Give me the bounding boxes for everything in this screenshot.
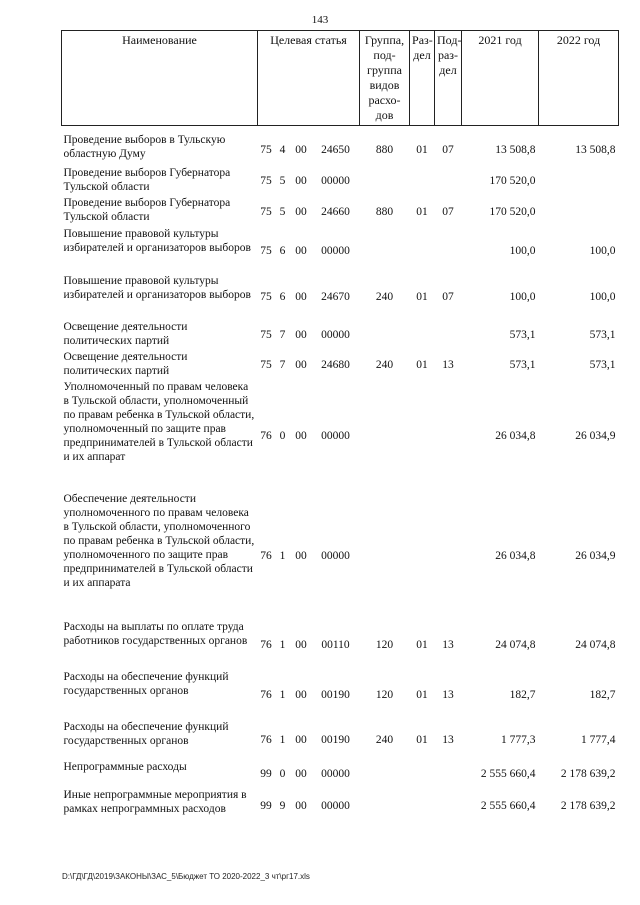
section-code: 01	[416, 205, 428, 218]
section-code: 01	[416, 359, 428, 371]
target-code-group: 00	[295, 205, 307, 218]
target-code-subprogram: 1	[279, 550, 286, 562]
header-subsection: Под- раз- дел	[435, 31, 462, 126]
subsection-code	[435, 380, 462, 492]
expense-group	[360, 760, 410, 788]
section-code: 01	[416, 689, 428, 701]
table-row	[62, 720, 619, 760]
table-row	[62, 196, 619, 227]
row-name: Проведение выборов Губернатора Тульской области	[63, 197, 231, 223]
target-code-group: 00	[295, 175, 307, 187]
target-code-direction: 00000	[321, 244, 350, 257]
subsection-code: 07	[442, 143, 454, 156]
header-year-2021: 2021 год	[462, 31, 539, 126]
amount-2022: 573,1	[589, 329, 616, 341]
expense-group	[360, 166, 410, 196]
subsection-code: 13	[442, 639, 454, 651]
amount-2021: 2 555 660,4	[480, 768, 536, 780]
target-code-group: 00	[295, 768, 307, 780]
target-code-subprogram: 1	[279, 689, 286, 701]
expense-group: 240	[375, 359, 394, 371]
target-code-direction: 00000	[321, 175, 350, 187]
target-code-program: 76	[260, 550, 272, 562]
amount-2021: 182,7	[509, 689, 536, 701]
table-row	[62, 320, 619, 350]
expense-group: 880	[375, 143, 394, 156]
target-code-program: 75	[260, 143, 272, 156]
target-code-program: 75	[260, 329, 272, 341]
section-code	[410, 492, 435, 620]
table-row	[62, 620, 619, 670]
section-code	[410, 380, 435, 492]
amount-2022	[539, 196, 619, 227]
target-code-program: 76	[260, 639, 272, 651]
target-code-program: 99	[260, 768, 272, 780]
section-code	[410, 788, 435, 824]
header-section: Раз- дел	[410, 31, 435, 126]
target-code-subprogram: 5	[279, 205, 286, 218]
amount-2021: 24 074,8	[495, 639, 536, 651]
target-code-group: 00	[295, 639, 307, 651]
file-path-footer: D:\ГД\ГД\2019\ЗАКОНЫ\ЗАС_5\Бюджет ТО 2020-2022_3 чт\рг17.xls	[62, 872, 310, 881]
target-code-subprogram: 7	[279, 359, 286, 371]
expense-group	[360, 320, 410, 350]
section-code	[410, 760, 435, 788]
expense-group: 880	[375, 205, 394, 218]
target-code-program: 75	[260, 205, 272, 218]
target-code-group: 00	[295, 550, 307, 562]
row-name: Освещение деятельности политических партий	[63, 351, 188, 377]
header-name: Наименование	[62, 31, 258, 126]
target-code-group: 00	[295, 800, 307, 812]
target-code-group: 00	[295, 689, 307, 701]
target-code-group: 00	[295, 143, 307, 156]
subsection-code: 07	[442, 205, 454, 218]
section-code: 01	[416, 143, 428, 156]
row-name: Иные непрограммные мероприятия в рамках непрограммных расходов	[63, 789, 247, 815]
table-row	[62, 133, 619, 166]
subsection-code	[435, 227, 462, 274]
subsection-code	[435, 320, 462, 350]
amount-2022	[539, 166, 619, 196]
table-row	[62, 350, 619, 380]
row-name: Освещение деятельности политических партий	[63, 321, 188, 347]
target-code-program: 99	[260, 800, 272, 812]
amount-2022: 573,1	[589, 359, 616, 371]
amount-2022: 1 777,4	[581, 734, 616, 746]
subsection-code: 13	[442, 734, 454, 746]
target-code-group: 00	[295, 291, 307, 303]
amount-2021: 1 777,3	[501, 734, 536, 746]
target-code-group: 00	[295, 359, 307, 371]
target-code-group: 00	[295, 329, 307, 341]
expense-group: 120	[375, 689, 394, 701]
header-row	[62, 31, 619, 126]
table-row	[62, 492, 619, 620]
target-code-direction: 00190	[321, 689, 350, 701]
target-code-direction: 00110	[321, 639, 350, 651]
target-code-subprogram: 1	[279, 734, 286, 746]
table-row	[62, 380, 619, 492]
row-name: Обеспечение деятельности уполномоченного по правам человека в Тульской области, уполномоченного по правам ребенка в Тульской области, уполномоченного по защите прав предпринимателей в Тульской области и их аппарата	[63, 493, 255, 589]
target-code-direction: 00190	[321, 734, 350, 746]
amount-2022: 26 034,9	[575, 430, 616, 442]
target-code-subprogram: 9	[279, 800, 286, 812]
target-code-subprogram: 0	[279, 430, 286, 442]
table-row	[62, 788, 619, 824]
amount-2022: 100,0	[589, 291, 616, 303]
table-body	[62, 133, 619, 824]
subsection-code	[435, 760, 462, 788]
amount-2022: 182,7	[589, 689, 616, 701]
row-name: Уполномоченный по правам человека в Тульской области, уполномоченный по правам ребенка в Тульской области, уполномоченный по защите прав предпринимателей в Тульской области и их аппарат	[63, 381, 255, 463]
table-row	[62, 274, 619, 320]
section-code: 01	[416, 639, 428, 651]
amount-2022: 100,0	[589, 244, 616, 257]
target-code-direction: 00000	[321, 800, 350, 812]
target-code-group: 00	[295, 430, 307, 442]
target-code-program: 75	[260, 244, 272, 257]
target-code-direction: 24680	[321, 359, 350, 371]
row-name: Проведение выборов в Тульскую областную Думу	[63, 134, 226, 160]
amount-2021: 2 555 660,4	[480, 800, 536, 812]
subsection-code	[435, 492, 462, 620]
row-name: Расходы на обеспечение функций государственных органов	[63, 721, 229, 747]
subsection-code: 07	[442, 291, 454, 303]
row-name: Проведение выборов Губернатора Тульской области	[63, 167, 231, 193]
row-name: Расходы на обеспечение функций государственных органов	[63, 671, 229, 697]
expense-group	[360, 492, 410, 620]
target-code-program: 76	[260, 430, 272, 442]
table-row	[62, 760, 619, 788]
subsection-code: 13	[442, 359, 454, 371]
header-expense-group: Группа, под- группа видов расхо- дов	[360, 31, 410, 126]
section-code	[410, 320, 435, 350]
row-name: Повышение правовой культуры избирателей и организаторов выборов	[63, 228, 251, 254]
target-code-direction: 24650	[321, 143, 350, 156]
target-code-subprogram: 0	[279, 768, 286, 780]
target-code-subprogram: 6	[279, 244, 286, 257]
header-target-article: Целевая статья	[258, 31, 360, 126]
amount-2021: 573,1	[509, 329, 536, 341]
expense-group	[360, 788, 410, 824]
target-code-program: 75	[260, 175, 272, 187]
amount-2021: 100,0	[509, 291, 536, 303]
table-row	[62, 227, 619, 274]
target-code-subprogram: 5	[279, 175, 286, 187]
expense-group: 240	[375, 734, 394, 746]
target-code-program: 75	[260, 291, 272, 303]
header-year-2022: 2022 год	[539, 31, 619, 126]
amount-2021: 26 034,8	[495, 550, 536, 562]
target-code-direction: 24670	[321, 291, 350, 303]
expense-group: 240	[375, 291, 394, 303]
target-code-group: 00	[295, 244, 307, 257]
target-code-direction: 00000	[321, 550, 350, 562]
amount-2021: 26 034,8	[495, 430, 536, 442]
subsection-code	[435, 788, 462, 824]
amount-2021: 13 508,8	[495, 143, 536, 156]
amount-2021: 170 520,0	[489, 205, 536, 218]
expense-group: 120	[375, 639, 394, 651]
target-code-program: 76	[260, 734, 272, 746]
target-code-program: 75	[260, 359, 272, 371]
target-code-direction: 00000	[321, 768, 350, 780]
target-code-program: 76	[260, 689, 272, 701]
row-name: Непрограммные расходы	[63, 761, 187, 773]
section-code: 01	[416, 291, 428, 303]
table-row	[62, 670, 619, 720]
amount-2021: 573,1	[509, 359, 536, 371]
amount-2022: 26 034,9	[575, 550, 616, 562]
target-code-direction: 24660	[321, 205, 350, 218]
expense-group	[360, 227, 410, 274]
amount-2021: 100,0	[509, 244, 536, 257]
amount-2022: 2 178 639,2	[560, 768, 616, 780]
amount-2022: 2 178 639,2	[560, 800, 616, 812]
table-row	[62, 166, 619, 196]
row-name: Повышение правовой культуры избирателей и организаторов выборов	[63, 275, 251, 301]
budget-table	[61, 30, 619, 824]
target-code-subprogram: 7	[279, 329, 286, 341]
target-code-direction: 00000	[321, 430, 350, 442]
row-name: Расходы на выплаты по оплате труда работников государственных органов	[63, 621, 248, 647]
target-code-direction: 00000	[321, 329, 350, 341]
subsection-code: 13	[442, 689, 454, 701]
expense-group	[360, 380, 410, 492]
page-number: 143	[311, 14, 329, 26]
amount-2022: 24 074,8	[575, 639, 616, 651]
section-code	[410, 227, 435, 274]
subsection-code	[435, 166, 462, 196]
amount-2022: 13 508,8	[575, 143, 616, 156]
target-code-subprogram: 6	[279, 291, 286, 303]
amount-2021: 170 520,0	[489, 175, 536, 187]
target-code-subprogram: 1	[279, 639, 286, 651]
section-code: 01	[416, 734, 428, 746]
target-code-subprogram: 4	[279, 143, 286, 156]
section-code	[410, 166, 435, 196]
target-code-group: 00	[295, 734, 307, 746]
